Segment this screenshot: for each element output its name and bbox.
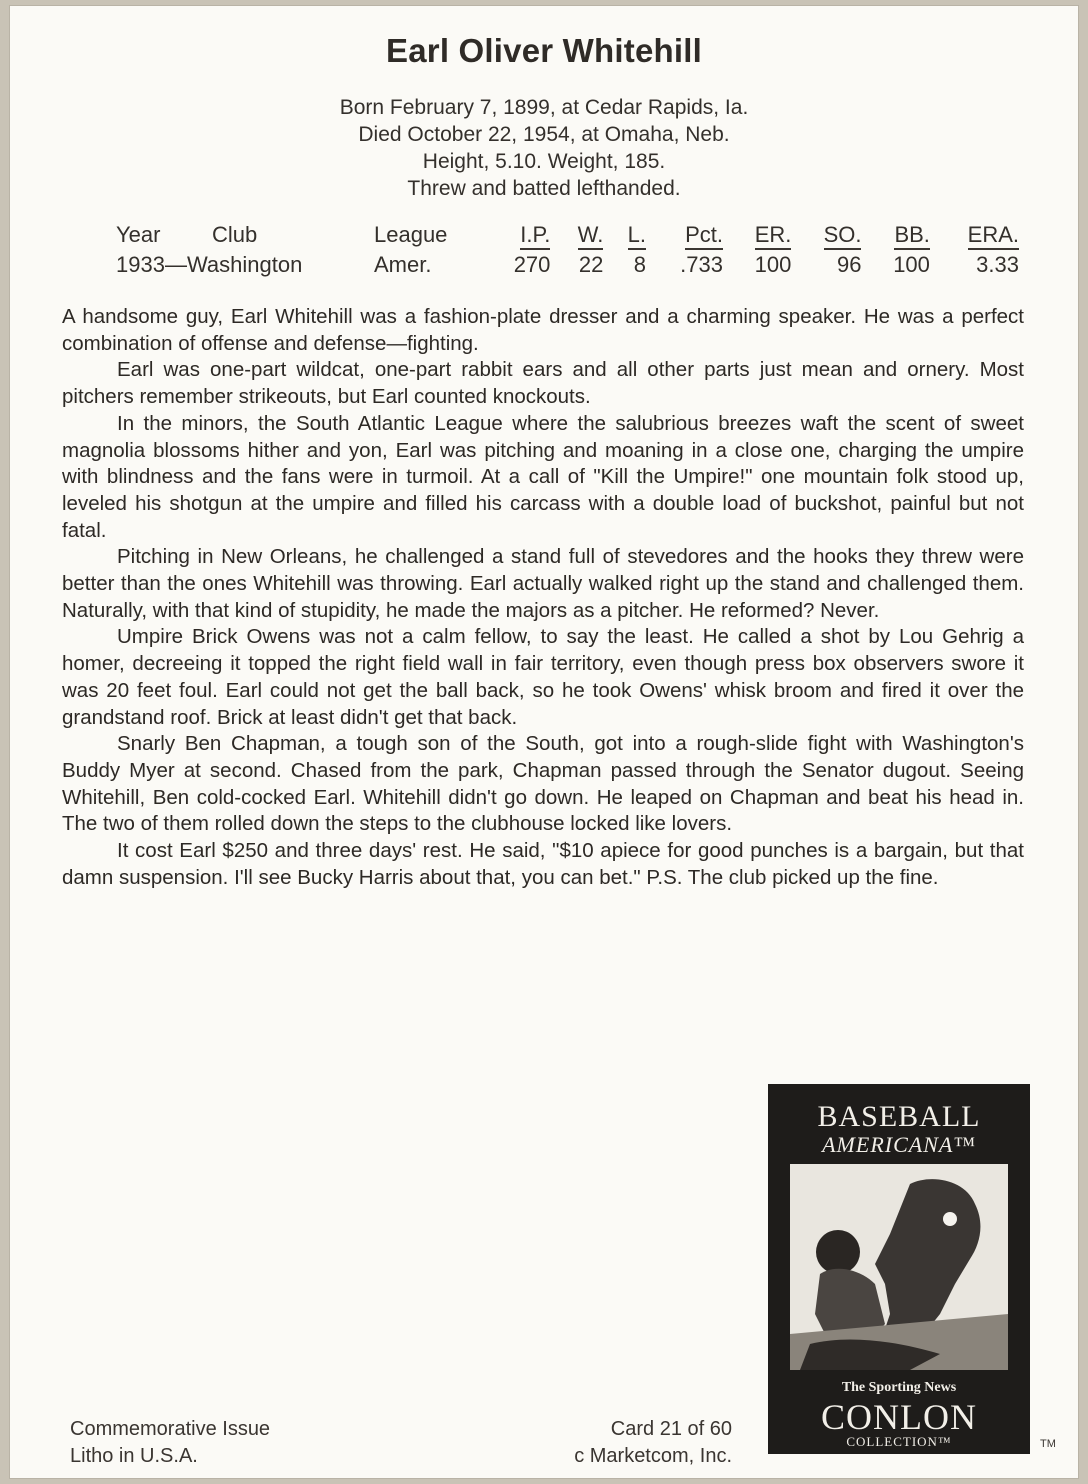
stats-year-club: 1933—Washington (116, 252, 303, 277)
stats-er: 100 (754, 252, 792, 277)
stats-header-year: Year (116, 222, 161, 247)
logo-collection: COLLECTION™ (846, 1434, 952, 1449)
player-story (62, 304, 1024, 891)
story-paragraph: It cost Earl $250 and three days' rest. He said, "$10 apiece for good punches is a bargain, but that damn suspension. I'll see Bucky Harris about that, you can bet." P.S. The club picked up the fine. (62, 839, 1024, 889)
story-paragraph: Snarly Ben Chapman, a tough son of the South, got into a rough-slide fight with Washington's Buddy Myer at second. Chased from the park, Chapman passed through the Senator dugout. Seeing Whitehill, Ben cold-cocked Earl. Whitehill didn't go down. He leaped on Chapman and beat his head in. The two of them rolled down the steps to the clubhouse locked like lovers. (62, 732, 1024, 836)
stats-league: Amer. (374, 252, 432, 277)
trading-card-back (10, 6, 1078, 1478)
player-photo-illustration (790, 1164, 1008, 1370)
logo-sporting-news: The Sporting News (841, 1380, 957, 1395)
stats-bb: 100 (893, 252, 930, 277)
bio-height-weight: Height, 5.10. Weight, 185. (422, 150, 666, 173)
player-bio (10, 94, 1078, 202)
player-name: Earl Oliver Whitehill (386, 32, 702, 69)
stats-header-club: Club (212, 222, 258, 247)
logo-conlon: CONLON (821, 1397, 977, 1437)
footer-issue-info (70, 1416, 270, 1470)
footer-commemorative: Commemorative Issue (70, 1418, 271, 1440)
stats-header-bb: BB. (867, 222, 935, 252)
stats-row-1933 (110, 252, 1025, 282)
stats-table (110, 222, 1025, 282)
stats-era: 3.33 (976, 252, 1019, 277)
stats-header-l: L. (609, 222, 652, 252)
stats-header-ip: I.P. (488, 222, 556, 252)
stats-pct: .733 (680, 252, 723, 277)
stats-header-league: League (374, 222, 448, 247)
stats-header-era: ERA. (936, 222, 1025, 252)
stats-header-er: ER. (729, 222, 797, 252)
story-paragraph: Umpire Brick Owens was not a calm fellow, to say the least. He called a shot by Lou Gehrig a homer, decreeing it topped the right field wall in fair territory, even though press box observers swore it was 20 feet foul. Earl could not get the ball back, so he took Owens' whisk broom and fired it over the grandstand roof. Brick at least didn't get that back. (62, 625, 1024, 729)
stats-header-pct: Pct. (652, 222, 729, 252)
story-paragraph: A handsome guy, Earl Whitehill was a fashion-plate dresser and a charming speaker. He was a perfect combination of offense and defense—fighting. (62, 305, 1024, 355)
bio-throws-bats: Threw and batted lefthanded. (407, 177, 681, 200)
stats-l: 8 (633, 252, 646, 277)
stats-header-row (110, 222, 1025, 252)
stats-header-w: W. (556, 222, 609, 252)
stats-w: 22 (578, 252, 604, 277)
footer-litho: Litho in U.S.A. (70, 1445, 198, 1467)
story-paragraph: Earl was one-part wildcat, one-part rabbit ears and all other parts just mean and ornery. Most pitchers remember strikeouts, but Earl counted knockouts. (62, 358, 1024, 409)
stats-header-so: SO. (797, 222, 867, 252)
story-paragraph: Pitching in New Orleans, he challenged a stand full of stevedores and the hooks they threw were better than the ones Whitehill was throwing. Earl actually walked right up the stand and challenged them. Naturally, with that kind of stupidity, he made the majors as a pitcher. He reformed? Never. (62, 545, 1024, 622)
baseball-americana-logo (768, 1084, 1030, 1454)
bio-born: Born February 7, 1899, at Cedar Rapids, Ia. (339, 96, 749, 119)
footer-card-info (502, 1416, 732, 1470)
story-paragraph: In the minors, the South Atlantic League where the salubrious breezes waft the scent of sweet magnolia blossoms hither and yon, Earl was pitching and moaning in a close one, charging the umpire with blindness and the fans were in turmoil. At a call of "Kill the Umpire!" one mountain folk stood up, leveled his shotgun at the umpire and filled his carcass with a double load of buckshot, painful but not fatal. (62, 411, 1024, 542)
logo-americana: AMERICANA™ (822, 1132, 976, 1157)
footer-copyright: c Marketcom, Inc. (574, 1445, 732, 1467)
stats-ip: 270 (513, 252, 551, 277)
logo-baseball: BASEBALL (817, 1100, 981, 1133)
sliding-player-icon (790, 1164, 1008, 1370)
bio-died: Died October 22, 1954, at Omaha, Neb. (358, 123, 730, 146)
trademark-mark: TM (1040, 1438, 1056, 1450)
stats-so: 96 (837, 252, 862, 277)
footer-card-number: Card 21 of 60 (610, 1418, 732, 1440)
